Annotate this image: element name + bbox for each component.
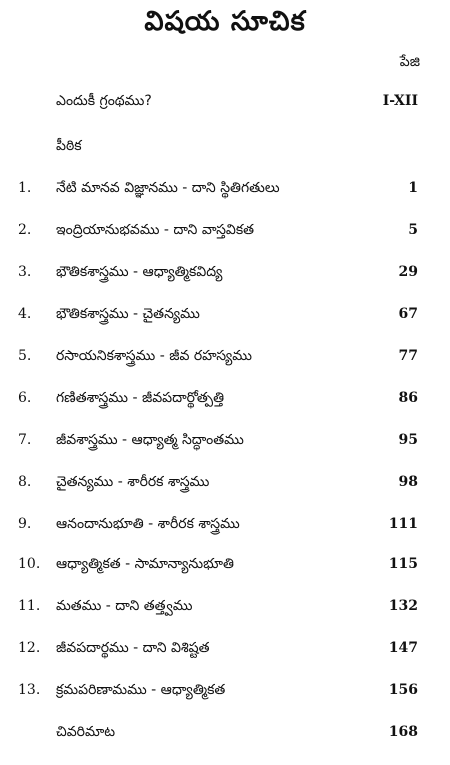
- entry-number: 5.: [18, 348, 32, 364]
- entry-title: భౌతికశాస్త్రము - ఆధ్యాత్మికవిద్య: [56, 264, 223, 280]
- toc-entry: [0, 682, 450, 710]
- entry-number: 12.: [18, 640, 41, 656]
- toc-entry: [0, 348, 450, 376]
- entry-page: 156: [388, 682, 418, 698]
- intro-text: పీఠిక: [56, 138, 82, 154]
- entry-title: క్రమపరిణామము - ఆధ్యాత్మికత: [56, 682, 226, 698]
- entry-page: 86: [398, 390, 418, 406]
- entry-page: 111: [388, 516, 418, 532]
- entry-title: భౌతికశాస్త్రము - చైతన్యము: [56, 306, 200, 322]
- entry-page: 132: [388, 598, 418, 614]
- toc-entry: [0, 432, 450, 460]
- entry-number: 7.: [18, 432, 32, 448]
- entry-title: జీవశాస్త్రము - ఆధ్యాత్మ సిద్ధాంతము: [56, 432, 244, 448]
- entry-page: 1: [408, 180, 418, 196]
- entry-page: 67: [398, 306, 418, 322]
- entry-title: నేటి మానవ విజ్ఞానము - దాని స్థితిగతులు: [56, 180, 280, 196]
- preface-page: I-XII: [382, 93, 418, 109]
- entry-title: గణితశాస్త్రము - జీవపదార్థోత్పత్తి: [56, 390, 225, 406]
- epilogue-page: 168: [388, 724, 418, 740]
- toc-entry: [0, 390, 450, 418]
- entry-number: 11.: [18, 598, 41, 614]
- toc-entry: [0, 306, 450, 334]
- entry-number: 1.: [18, 180, 32, 196]
- entry-number: 10.: [18, 556, 41, 572]
- epilogue-text: చివరిమాట: [56, 724, 116, 740]
- entry-page: 147: [388, 640, 418, 656]
- entry-page: 29: [398, 264, 418, 280]
- entry-title: ఆధ్యాత్మికత - సామాన్యానుభూతి: [56, 556, 234, 572]
- entry-page: 5: [408, 222, 418, 238]
- toc-entry: [0, 640, 450, 668]
- entry-number: 2.: [18, 222, 32, 238]
- entry-number: 8.: [18, 474, 32, 490]
- entry-title: ఇంద్రియానుభవము - దాని వాస్తవికత: [56, 222, 255, 238]
- entry-number: 4.: [18, 306, 32, 322]
- entry-page: 98: [398, 474, 418, 490]
- toc-entry: [0, 556, 450, 584]
- preface-text: ఎందుకీ గ్రంథము?: [56, 93, 152, 109]
- intro-row: [0, 138, 450, 166]
- entry-page: 115: [388, 556, 418, 572]
- entry-number: 3.: [18, 264, 32, 280]
- toc-entry: [0, 474, 450, 502]
- page-column-label: పేజి: [399, 54, 420, 70]
- entry-title: చైతన్యము - శారీరక శాస్త్రము: [56, 474, 210, 490]
- epilogue-row: [0, 724, 450, 752]
- toc-entry: [0, 264, 450, 292]
- page-title: విషయ సూచిక: [144, 6, 306, 37]
- entry-title: జీవపదార్థము - దాని విశిష్టత: [56, 640, 210, 656]
- toc-entry: [0, 180, 450, 208]
- preface-row: [0, 93, 450, 121]
- toc-entry: [0, 598, 450, 626]
- entry-title: రసాయనికశాస్త్రము - జీవ రహస్యము: [56, 348, 252, 364]
- entry-title: ఆనందానుభూతి - శారీరక శాస్త్రము: [56, 516, 240, 532]
- entry-number: 9.: [18, 516, 32, 532]
- entry-number: 6.: [18, 390, 32, 406]
- entry-page: 95: [398, 432, 418, 448]
- toc-entry: [0, 222, 450, 250]
- entry-page: 77: [398, 348, 418, 364]
- entry-number: 13.: [18, 682, 41, 698]
- entry-title: మతము - దాని తత్త్వము: [56, 598, 193, 614]
- toc-entry: [0, 516, 450, 544]
